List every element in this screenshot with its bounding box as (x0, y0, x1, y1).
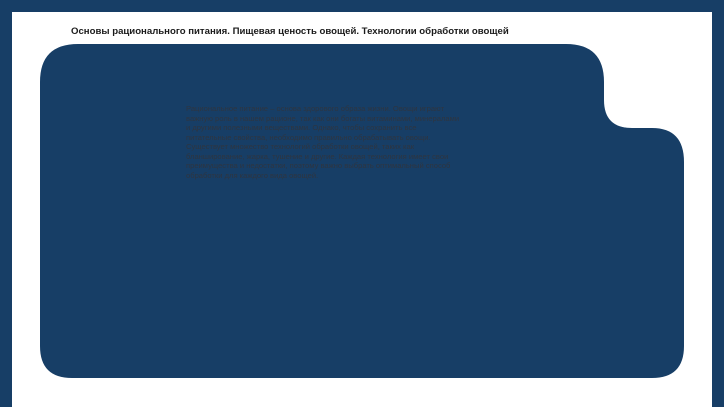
content-panel-shape (40, 44, 684, 378)
slide-title: Основы рационального питания. Пищевая ценость овощей. Технологии обработки овощей (71, 26, 509, 37)
slide-body-text: Рациональное питание – основа здорового образа жизни. Овощи играют важную роль в нашем рационе, так как они богаты витаминами, минералами и другими полезными веществами. Однако, чтобы сохранить все питательные свойства, необходимо правильно обрабатывать овощи. Существует множество технологий обработки овощей, таких как бланширование, жарка, тушение и другие. Каждая технология имеет свои преимущества и недостатки, поэтому важно выбрать оптимальный способ обработки для каждого вида овощей. (186, 104, 460, 180)
